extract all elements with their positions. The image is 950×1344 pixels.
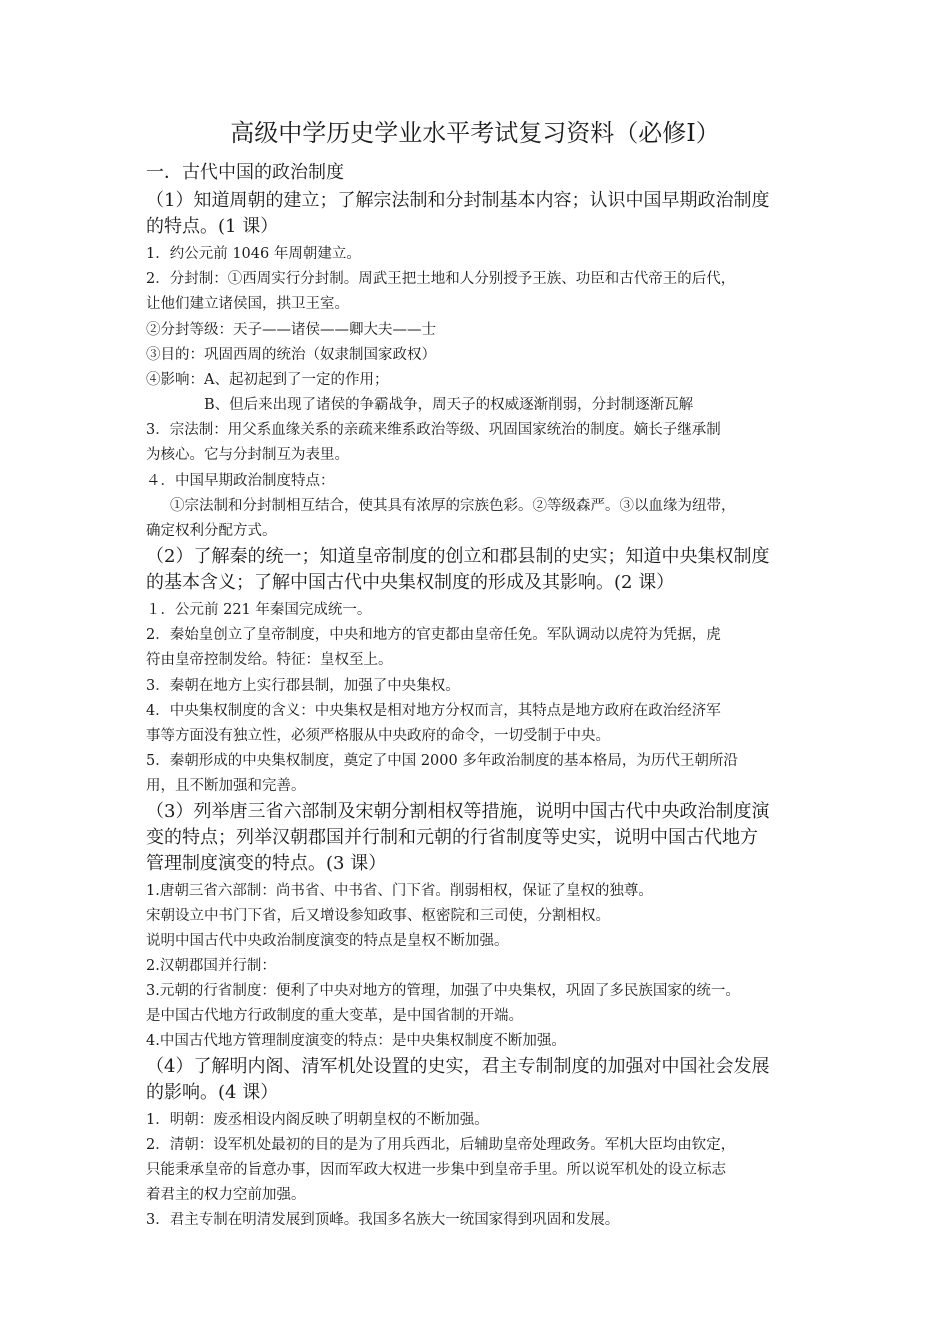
body-text-line: 4．中央集权制度的含义：中央集权是相对地方分权而言，其特点是地方政府在政治经济军 <box>146 703 721 719</box>
body-text-line: 2．清朝：设军机处最初的目的是为了用兵西北，后辅助皇帝处理政务。军机大臣均由钦定， <box>146 1137 736 1153</box>
document-title: 高级中学历史学业水平考试复习资料（必修Ⅰ） <box>230 119 720 147</box>
body-text-line: 用，且不断加强和完善。 <box>146 778 306 794</box>
section-heading-line: 的基本含义；了解中国古代中央集权制度的形成及其影响。(2 课） <box>146 572 675 593</box>
body-text-line: ４．中国早期政治制度特点： <box>146 473 335 489</box>
body-text-line: 3．宗法制：用父系血缘关系的亲疏来维系政治等级、巩固国家统治的制度。嫡长子继承制 <box>146 422 721 438</box>
section-heading-line: 的特点。(1 课） <box>146 216 279 237</box>
body-text-line: 符由皇帝控制发给。特征：皇权至上。 <box>146 652 393 668</box>
body-text-line: 4.中国古代地方管理制度演变的特点：是中央集权制度不断加强。 <box>146 1033 566 1049</box>
body-text-line: 5．秦朝形成的中央集权制度，奠定了中国 2000 多年政治制度的基本格局，为历代王朝所沿 <box>146 753 738 769</box>
section-heading-line: 变的特点；列举汉朝郡国并行制和元朝的行省制度等史实，说明中国古代地方 <box>146 827 758 848</box>
section-heading-line: （3）列举唐三省六部制及宋朝分割相权等措施，说明中国古代中央政治制度演 <box>146 801 770 822</box>
section-heading-line: 的影响。(4 课） <box>146 1082 279 1103</box>
body-text-line: 宋朝设立中书门下省，后又增设参知政事、枢密院和三司使，分割相权。 <box>146 908 610 924</box>
body-text-line: 1．明朝：废丞相设内阁反映了明朝皇权的不断加强。 <box>146 1112 489 1128</box>
body-text-line: 为核心。它与分封制互为表里。 <box>146 447 349 463</box>
body-text-line: 1.唐朝三省六部制：尚书省、中书省、门下省。削弱相权，保证了皇权的独尊。 <box>146 883 653 899</box>
body-text-line: 2．秦始皇创立了皇帝制度，中央和地方的官吏都由皇帝任免。军队调动以虎符为凭据，虎 <box>146 627 721 643</box>
body-text-line: 3．君主专制在明清发展到顶峰。我国多名族大一统国家得到巩固和发展。 <box>146 1212 620 1228</box>
body-text-line: 2.汉朝郡国并行制： <box>146 958 276 974</box>
body-text-line: 2．分封制：①西周实行分封制。周武王把土地和人分别授予王族、功臣和古代帝王的后代， <box>146 271 736 287</box>
section-heading-line: 一．古代中国的政治制度 <box>146 162 344 183</box>
body-text-line: 确定权利分配方式。 <box>146 523 277 539</box>
body-text-line: 3.元朝的行省制度：便利了中央对地方的管理，加强了中央集权，巩固了多民族国家的统一。 <box>146 983 740 999</box>
section-heading-line: （2）了解秦的统一；知道皇帝制度的创立和郡县制的史实；知道中央集权制度 <box>146 546 770 567</box>
body-text-line: 1．约公元前 1046 年周朝建立。 <box>146 246 361 262</box>
body-text-line: ①宗法制和分封制相互结合，使其具有浓厚的宗族色彩。②等级森严。③以血缘为纽带， <box>170 498 736 514</box>
body-text-line: ③目的：巩固西周的统治（奴隶制国家政权） <box>146 347 436 363</box>
body-text-line: B、但后来出现了诸侯的争霸战争，周天子的权威逐渐削弱，分封制逐渐瓦解 <box>204 397 694 413</box>
body-text-line: 说明中国古代中央政治制度演变的特点是皇权不断加强。 <box>146 933 509 949</box>
section-heading-line: （4）了解明内阁、清军机处设置的史实，君主专制制度的加强对中国社会发展 <box>146 1056 770 1077</box>
body-text-line: 让他们建立诸侯国，拱卫王室。 <box>146 296 349 312</box>
body-text-line: 只能秉承皇帝的旨意办事，因而军政大权进一步集中到皇帝手里。所以说军机处的设立标志 <box>146 1162 726 1178</box>
body-text-line: ②分封等级：天子——诸侯——卿大夫——士 <box>146 322 436 338</box>
body-text-line: 着君主的权力空前加强。 <box>146 1187 306 1203</box>
section-heading-line: 管理制度演变的特点。(3 课） <box>146 853 387 874</box>
body-text-line: ④影响：A、起初起到了一定的作用； <box>146 372 389 388</box>
body-text-line: 3．秦朝在地方上实行郡县制，加强了中央集权。 <box>146 678 460 694</box>
section-heading-line: （1）知道周朝的建立；了解宗法制和分封制基本内容；认识中国早期政治制度 <box>146 190 770 211</box>
body-text-line: 事等方面没有独立性，必须严格服从中央政府的命令，一切受制于中央。 <box>146 728 610 744</box>
body-text-line: １．公元前 221 年秦国完成统一。 <box>146 602 372 618</box>
body-text-line: 是中国古代地方行政制度的重大变革，是中国省制的开端。 <box>146 1008 523 1024</box>
